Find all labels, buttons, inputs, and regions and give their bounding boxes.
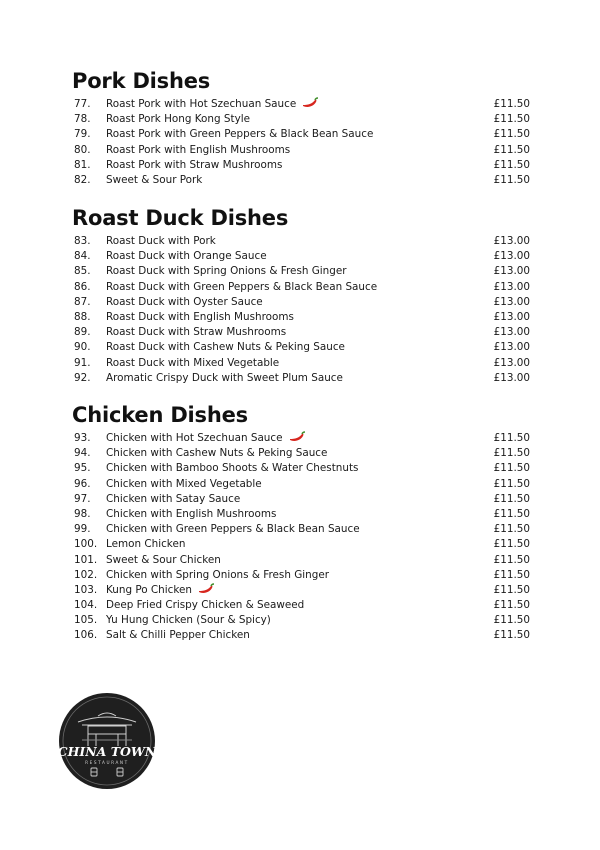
menu-item [72,628,532,643]
item-price: £13.00 [493,326,530,339]
item-name-text: Chicken with English Mushrooms [106,507,277,520]
item-name-text: Roast Duck with Straw Mushrooms [106,326,287,339]
item-number: 94. [74,447,91,460]
item-price: £11.50 [493,158,530,171]
item-name-text: Kung Po Chicken [106,583,192,596]
item-number: 105. [74,614,98,627]
item-name-text: Chicken with Spring Onions & Fresh Ginger [106,568,330,581]
menu-item [72,325,532,340]
item-name-text: Roast Pork with English Mushrooms [106,143,291,156]
chili-pepper-icon [192,584,215,596]
item-name [106,127,373,142]
item-name [106,143,290,158]
item-name-text: Roast Duck with Mixed Vegetable [106,356,280,369]
menu-item [72,598,532,613]
item-name [106,310,294,325]
item-name-text: Yu Hung Chicken (Sour & Spicy) [106,614,271,627]
item-list [72,97,532,188]
menu-item [72,127,532,142]
item-number: 81. [74,158,91,171]
menu-item [72,446,532,461]
item-number: 101. [74,553,98,566]
menu-item [72,613,532,628]
item-price: £11.50 [493,614,530,627]
item-number: 100. [74,538,98,551]
item-name [106,553,221,568]
menu-item [72,112,532,127]
item-name [106,477,262,492]
menu-item [72,568,532,583]
item-name-text: Sweet & Sour Chicken [106,553,221,566]
item-name-text: Roast Pork with Straw Mushrooms [106,158,283,171]
item-name [106,173,202,188]
item-name [106,325,286,340]
section-title: Chicken Dishes [72,403,248,427]
item-price: £11.50 [493,128,530,141]
item-number: 98. [74,507,91,520]
item-number: 77. [74,98,91,110]
item-name-text: Sweet & Sour Pork [106,173,203,186]
item-name-text: Roast Duck with Oyster Sauce [106,295,263,308]
item-price: £13.00 [493,341,530,354]
menu-item [72,371,532,386]
item-price: £11.50 [493,432,530,444]
item-price: £11.50 [493,599,530,612]
item-name [106,628,250,643]
item-name [106,461,358,476]
menu-item [72,431,532,446]
item-name [106,249,267,264]
item-number: 93. [74,432,91,444]
item-number: 97. [74,492,91,505]
item-name [106,340,345,355]
section-roast-duck [72,205,532,386]
menu-item [72,310,532,325]
item-name-text: Roast Duck with Pork [106,235,216,247]
section-title: Pork Dishes [72,69,211,93]
item-price: £11.50 [493,523,530,536]
item-price: £11.50 [493,507,530,520]
item-name-text: Salt & Chilli Pepper Chicken [106,629,250,642]
menu-item [72,522,532,537]
item-name-text: Roast Duck with Cashew Nuts & Peking Sauce [106,341,345,354]
logo-tagline: RESTAURANT [85,760,129,765]
item-number: 79. [74,128,91,141]
menu-item [72,477,532,492]
item-list [72,431,532,644]
item-name [106,158,282,173]
item-number: 83. [74,235,91,247]
item-number: 102. [74,568,98,581]
item-name-text: Aromatic Crispy Duck with Sweet Plum Sauce [106,371,343,384]
menu-item [72,492,532,507]
menu-item [72,264,532,279]
item-name-text: Chicken with Green Peppers & Black Bean Sauce [106,523,360,536]
item-price: £11.50 [493,173,530,186]
item-price: £11.50 [493,477,530,490]
item-price: £13.00 [493,250,530,263]
china-town-logo [58,692,156,790]
item-number: 87. [74,295,91,308]
item-price: £11.50 [493,462,530,475]
item-name-text: Chicken with Satay Sauce [106,492,241,505]
item-price: £11.50 [493,583,530,596]
item-price: £13.00 [493,371,530,384]
item-price: £11.50 [493,553,530,566]
item-name [106,583,215,598]
item-price: £11.50 [493,538,530,551]
menu-item [72,583,532,598]
item-name [106,356,279,371]
menu-item [72,507,532,522]
item-number: 95. [74,462,91,475]
item-name-text: Roast Duck with Orange Sauce [106,250,267,263]
item-price: £11.50 [493,492,530,505]
item-price: £13.00 [493,235,530,247]
item-price: £11.50 [493,629,530,642]
item-name-text: Deep Fried Crispy Chicken & Seaweed [106,599,305,612]
menu-item [72,97,532,112]
item-name [106,507,276,522]
item-name-text: Roast Pork with Green Peppers & Black Bean Sauce [106,128,374,141]
item-number: 92. [74,371,91,384]
menu-item [72,553,532,568]
item-price: £13.00 [493,295,530,308]
item-name [106,598,304,613]
item-name [106,613,271,628]
section-chicken [72,402,532,644]
item-number: 88. [74,310,91,323]
item-number: 89. [74,326,91,339]
item-number: 106. [74,629,98,642]
item-number: 84. [74,250,91,263]
item-name [106,431,306,446]
item-name-text: Roast Pork with Hot Szechuan Sauce [106,98,297,110]
section-pork [72,68,532,188]
menu-item [72,461,532,476]
item-number: 90. [74,341,91,354]
menu-item [72,173,532,188]
item-price: £11.50 [493,98,530,110]
item-name [106,492,240,507]
menu-item [72,295,532,310]
item-price: £13.00 [493,280,530,293]
chili-pepper-icon [283,432,306,444]
item-number: 99. [74,523,91,536]
item-name [106,112,250,127]
item-number: 104. [74,599,98,612]
menu-item [72,280,532,295]
menu-item [72,143,532,158]
item-name-text: Chicken with Cashew Nuts & Peking Sauce [106,447,328,460]
item-price: £11.50 [493,113,530,126]
item-name-text: Lemon Chicken [106,538,186,551]
item-number: 96. [74,477,91,490]
section-title: Roast Duck Dishes [72,206,289,230]
item-price: £13.00 [493,310,530,323]
item-name [106,371,343,386]
item-number: 91. [74,356,91,369]
item-name [106,568,329,583]
item-name [106,97,319,112]
item-name [106,280,377,295]
menu-item [72,249,532,264]
item-name [106,264,347,279]
item-number: 103. [74,583,98,596]
item-number: 78. [74,113,91,126]
item-name-text: Chicken with Bamboo Shoots & Water Chestnuts [106,462,359,475]
item-name [106,522,360,537]
item-name-text: Chicken with Mixed Vegetable [106,477,262,490]
item-name-text: Roast Duck with English Mushrooms [106,310,294,323]
item-name-text: Chicken with Hot Szechuan Sauce [106,432,283,444]
item-name [106,537,185,552]
item-name [106,295,263,310]
item-number: 80. [74,143,91,156]
item-list [72,234,532,386]
menu-item [72,537,532,552]
chili-pepper-icon [296,98,319,110]
item-number: 85. [74,265,91,278]
menu-item [72,158,532,173]
item-price: £13.00 [493,265,530,278]
menu-item [72,340,532,355]
item-number: 86. [74,280,91,293]
logo-name: CHINA TOWN [58,744,156,759]
item-number: 82. [74,173,91,186]
item-name-text: Roast Duck with Spring Onions & Fresh Ginger [106,265,347,278]
item-price: £11.50 [493,568,530,581]
item-name-text: Roast Pork Hong Kong Style [106,113,251,126]
menu-item [72,234,532,249]
item-name-text: Roast Duck with Green Peppers & Black Bean Sauce [106,280,378,293]
menu-item [72,356,532,371]
item-price: £11.50 [493,447,530,460]
item-name [106,446,327,461]
item-price: £13.00 [493,356,530,369]
item-name [106,234,216,249]
item-price: £11.50 [493,143,530,156]
